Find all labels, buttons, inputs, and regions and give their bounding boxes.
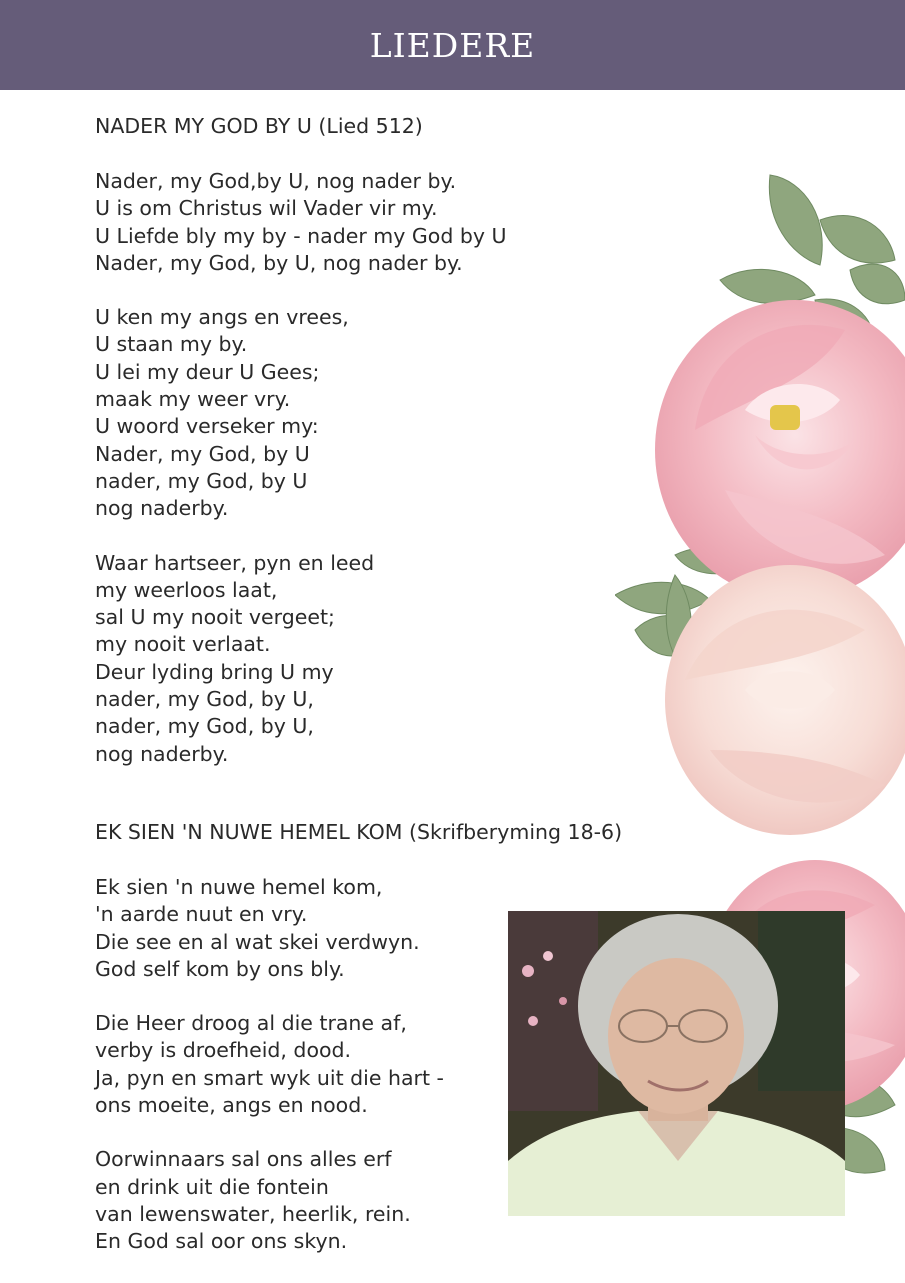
stanza [95, 168, 715, 277]
lyric-line: nog naderby. [95, 741, 229, 766]
lyric-line: sal U my nooit vergeet; [95, 605, 335, 630]
stanza [95, 550, 715, 768]
stanza [95, 1146, 715, 1255]
stanza [95, 304, 715, 522]
lyric-line: U is om Christus wil Vader vir my. [95, 196, 438, 221]
lyric-line: Nader, my God, by U [95, 441, 310, 466]
stanza [95, 874, 715, 983]
lyric-line: nog naderby. [95, 496, 229, 521]
lyric-line: Waar hartseer, pyn en leed [95, 550, 375, 575]
lyric-line: Die Heer droog al die trane af, [95, 1011, 407, 1036]
lyric-line: Ja, pyn en smart wyk uit die hart - [95, 1065, 444, 1090]
lyric-line: nader, my God, by U [95, 468, 308, 493]
lyric-line: U woord verseker my: [95, 414, 319, 439]
lyric-line: God self kom by ons bly. [95, 956, 345, 981]
lyric-line: nader, my God, by U, [95, 714, 314, 739]
lyric-line: maak my weer vry. [95, 387, 291, 412]
lyric-line: verby is droefheid, dood. [95, 1038, 352, 1063]
song-1 [95, 112, 715, 795]
song-title: NADER MY GOD BY U (Lied 512) [95, 114, 423, 138]
lyric-line: van lewenswater, heerlik, rein. [95, 1201, 411, 1226]
lyric-line: nader, my God, by U, [95, 687, 314, 712]
lyric-line: U ken my angs en vrees, [95, 305, 349, 330]
stanza [95, 1010, 715, 1119]
lyric-line: Die see en al wat skei verdwyn. [95, 929, 420, 954]
lyric-line: Nader, my God, by U, nog nader by. [95, 250, 463, 275]
page-header [0, 0, 905, 90]
song-2 [95, 818, 715, 1283]
page-title: LIEDERE [369, 25, 536, 65]
song-title: EK SIEN 'N NUWE HEMEL KOM (Skrifberyming 18-6) [95, 820, 623, 844]
lyric-line: Nader, my God,by U, nog nader by. [95, 169, 457, 193]
lyric-line: Ek sien 'n nuwe hemel kom, [95, 875, 383, 899]
lyric-line: 'n aarde nuut en vry. [95, 902, 308, 927]
lyric-line: my weerloos laat, [95, 577, 278, 602]
lyric-line: my nooit verlaat. [95, 632, 271, 657]
lyric-line: Oorwinnaars sal ons alles erf [95, 1147, 392, 1172]
lyric-line: Deur lyding bring U my [95, 659, 334, 684]
lyric-line: en drink uit die fontein [95, 1174, 329, 1199]
lyric-line: U staan my by. [95, 332, 248, 357]
lyric-line: En God sal oor ons skyn. [95, 1229, 348, 1254]
lyric-line: ons moeite, angs en nood. [95, 1093, 368, 1118]
lyric-line: U lei my deur U Gees; [95, 359, 320, 384]
lyric-line: U Liefde bly my by - nader my God by U [95, 223, 507, 248]
